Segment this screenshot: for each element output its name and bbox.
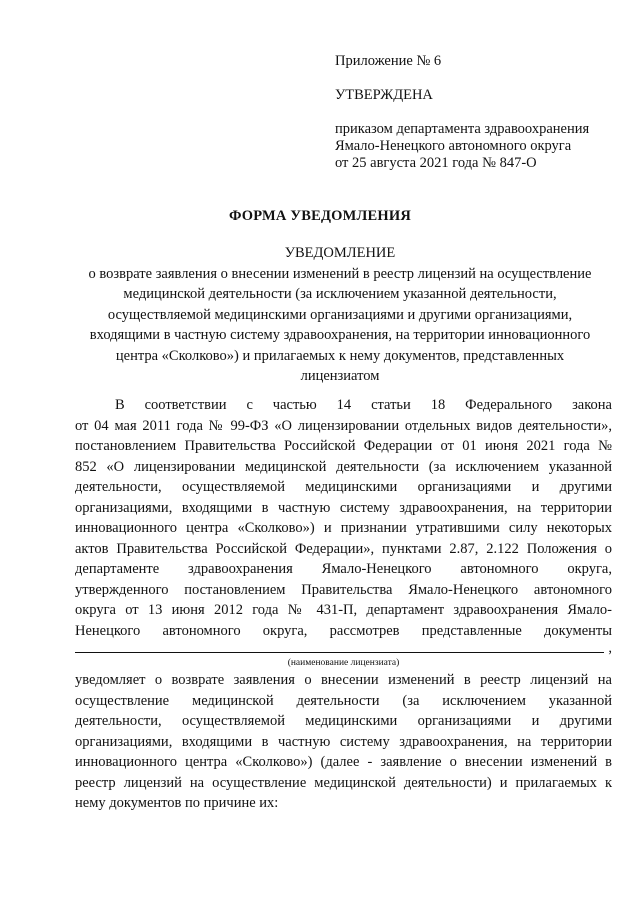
paragraph-line: нему документов по причине их: bbox=[75, 795, 279, 811]
paragraph-line: департаменте здравоохранения Ямало-Ненецкого автономного округа, bbox=[75, 561, 612, 577]
licensee-caption: (наименование лицензиата) bbox=[287, 658, 400, 668]
paragraph-line: от 04 мая 2011 года № 99-ФЗ «О лицензировании отдельных видов деятельности», bbox=[75, 417, 612, 434]
paragraph-line: уведомляет о возврате заявления о внесении изменений в реестр лицензий на bbox=[75, 672, 612, 688]
paragraph-line: В соответствии с частью 14 статьи 18 Федерального закона bbox=[115, 397, 612, 413]
paragraph-notice bbox=[75, 670, 612, 814]
appendix-number: Приложение № 6 bbox=[335, 53, 442, 69]
notice-title: УВЕДОМЛЕНИЕ bbox=[284, 245, 396, 261]
paragraph-line: организациями, входящими в частную систему здравоохранения, на территории bbox=[75, 499, 612, 516]
form-title: ФОРМА УВЕДОМЛЕНИЯ bbox=[228, 208, 412, 224]
spacer bbox=[335, 104, 625, 121]
paragraph-line: инновационного центра «Сколково») (далее - заявление о внесении изменений в bbox=[75, 754, 612, 770]
order-line: Ямало-Ненецкого автономного округа bbox=[335, 138, 572, 154]
paragraph-line: осуществление медицинской деятельности (за исключением указанной bbox=[75, 692, 612, 709]
paragraph-legal-basis bbox=[75, 395, 612, 641]
paragraph-line: деятельности, осуществляемой медицинскими организациями и другими bbox=[75, 479, 612, 495]
paragraph-line: постановлением Правительства Российской Федерации от 01 июня 2021 года № bbox=[75, 438, 612, 454]
notice-heading bbox=[60, 243, 620, 387]
paragraph-line: округа от 13 июня 2012 года № 431-П, департамент здравоохранения Ямало- bbox=[75, 602, 612, 618]
notice-subtitle-line: осуществляемой медицинскими организациями и другими организациями, bbox=[107, 306, 573, 323]
paragraph-line: Ненецкого автономного округа, рассмотрев представленные документы bbox=[75, 622, 612, 639]
licensee-fill-field[interactable] bbox=[75, 638, 612, 658]
spacer bbox=[335, 70, 625, 87]
fill-underline bbox=[75, 652, 604, 653]
notice-subtitle-line: о возврате заявления о внесении изменений в реестр лицензий на осуществление bbox=[88, 265, 592, 282]
paragraph-line: реестр лицензий на осуществление медицинской деятельности) и прилагаемых к bbox=[75, 774, 612, 791]
notice-subtitle-line: входящими в частную систему здравоохранения, на территории инновационного bbox=[89, 327, 591, 343]
paragraph-line: организациями, входящими в частную систему здравоохранения, на территории bbox=[75, 733, 612, 750]
notice-subtitle-line: медицинской деятельности (за исключением указанной деятельности, bbox=[123, 286, 557, 302]
order-line: от 25 августа 2021 года № 847-О bbox=[335, 155, 537, 171]
notice-subtitle-line: центра «Сколково») и прилагаемых к нему документов, представленных bbox=[115, 347, 565, 364]
notice-subtitle-line: лицензиатом bbox=[300, 368, 380, 384]
paragraph-line: инновационного центра «Сколково») и признании утратившими силу некоторых bbox=[75, 520, 612, 536]
approved-stamp: УТВЕРЖДЕНА bbox=[335, 87, 433, 103]
approval-block bbox=[335, 53, 625, 172]
paragraph-line: утвержденного постановлением Правительства Ямало-Ненецкого автономного bbox=[75, 581, 612, 598]
fill-trailing-comma: , bbox=[608, 640, 612, 656]
paragraph-line: деятельности, осуществляемой медицинскими организациями и другими bbox=[75, 713, 612, 729]
paragraph-line: 852 «О лицензировании медицинской деятельности (за исключением указанной bbox=[75, 458, 612, 475]
paragraph-line: актов Правительства Российской Федерации», пунктами 2.87, 2.122 Положения о bbox=[75, 540, 612, 557]
order-line: приказом департамента здравоохранения bbox=[335, 121, 590, 137]
